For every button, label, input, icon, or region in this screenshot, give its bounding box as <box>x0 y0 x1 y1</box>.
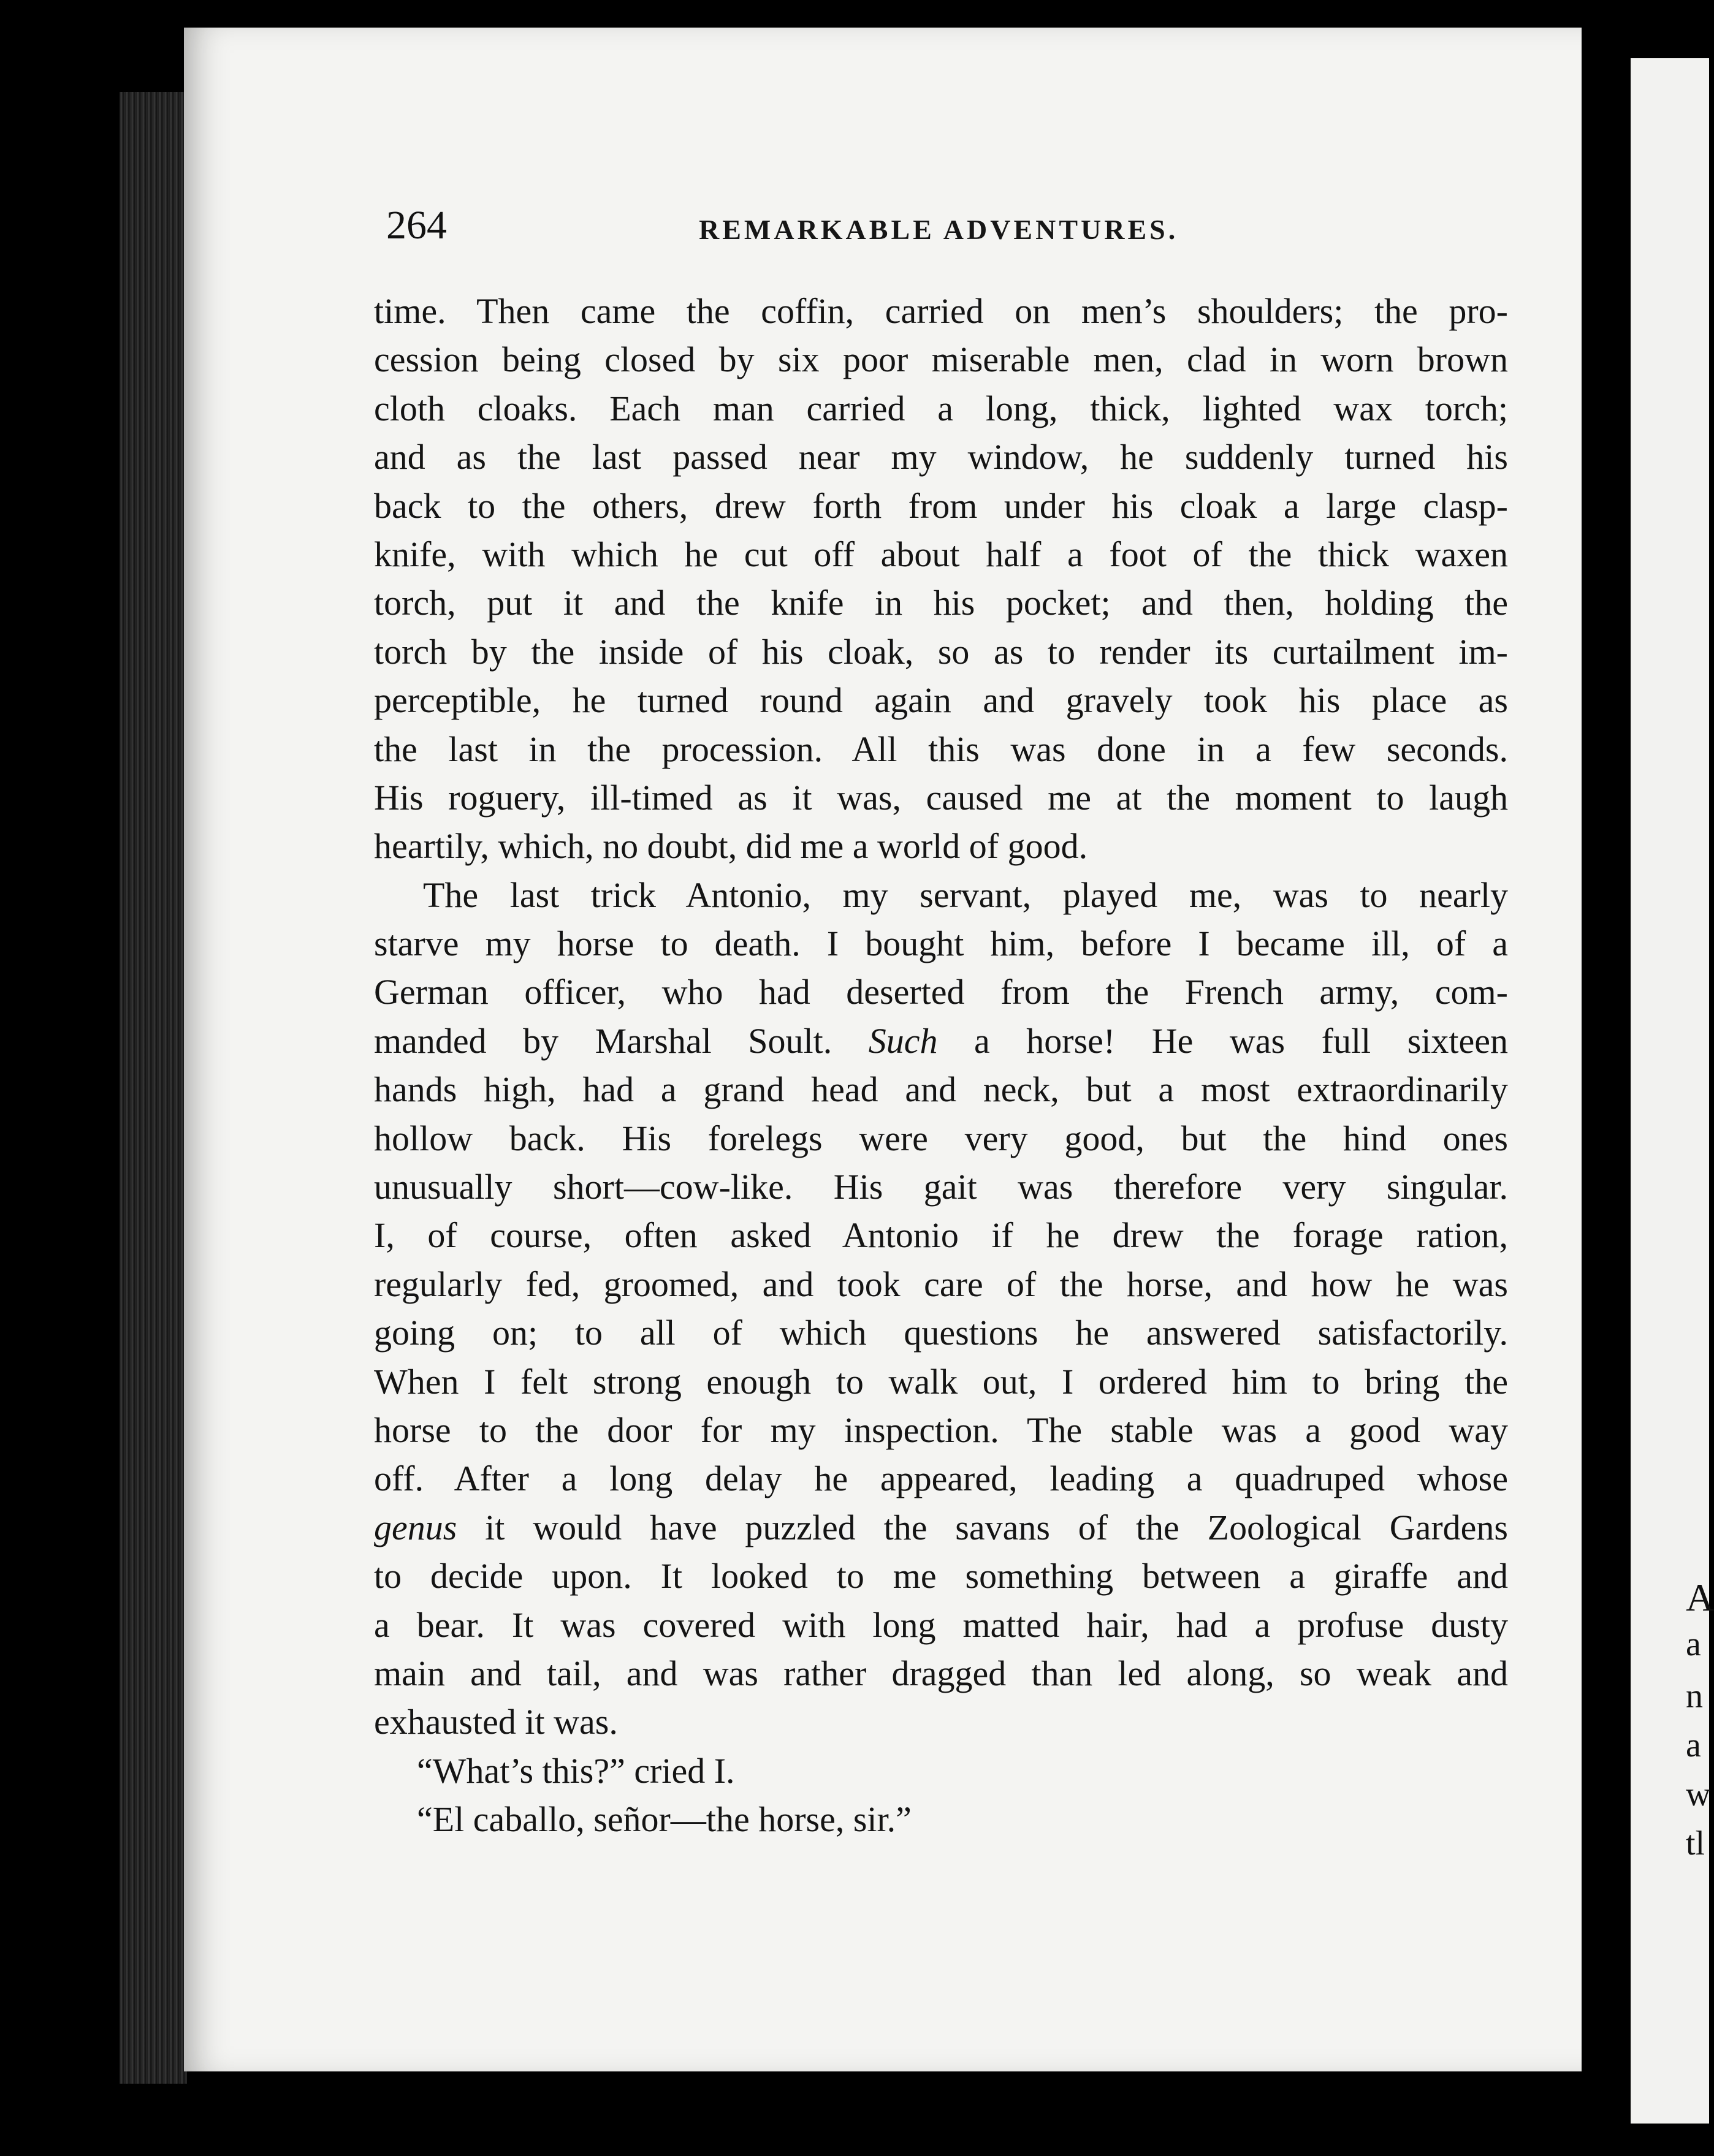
book-leaf-edges <box>120 92 187 2084</box>
text-line: going on; to all of which questions he answered satisfactorily. <box>374 1313 1508 1353</box>
text-run: manded by Marshal Soult. <box>374 1020 869 1061</box>
facing-page-fragment: n <box>1686 1677 1703 1715</box>
facing-page-fragment: A <box>1686 1576 1714 1619</box>
text-line: hands high, had a grand head and neck, but a most extraordinarily <box>374 1069 1508 1110</box>
text-line: starve my horse to death. I bought him, before I became ill, of a <box>374 924 1508 964</box>
text-line: to decide upon. It looked to me something between a giraffe and <box>374 1556 1508 1596</box>
page-header <box>386 202 1508 251</box>
text-line <box>374 1503 1508 1552</box>
text-line: torch, put it and the knife in his pocket; and then, holding the <box>374 583 1508 623</box>
text-line: cloth cloaks. Each man carried a long, thick, lighted wax torch; <box>374 388 1508 428</box>
text-line: perceptible, he turned round again and gravely took his place as <box>374 680 1508 721</box>
page-number: 264 <box>386 203 447 248</box>
text-line: heartily, which, no doubt, did me a world of good. <box>374 826 1088 867</box>
facing-page-edge <box>1631 58 1714 2124</box>
facing-page-fragment: tl <box>1686 1824 1705 1862</box>
text-line: time. Then came the coffin, carried on men’s shoulders; the pro- <box>374 291 1508 331</box>
dialogue-line: “El caballo, señor—the horse, sir.” <box>417 1799 912 1840</box>
text-line: German officer, who had deserted from the French army, com- <box>374 972 1508 1012</box>
dialogue-line: “What’s this?” cried I. <box>417 1750 735 1791</box>
text-line: unusually short—cow-like. His gait was therefore very singular. <box>374 1167 1508 1207</box>
text-line: I, of course, often asked Antonio if he drew the forage ration, <box>374 1215 1508 1256</box>
text-line: knife, with which he cut off about half a foot of the thick waxen <box>374 534 1508 574</box>
italic-text: Such <box>868 1020 938 1061</box>
body-text <box>374 287 1508 1844</box>
text-line: When I felt strong enough to walk out, I ordered him to bring the <box>374 1361 1508 1402</box>
text-line: horse to the door for my inspection. The stable was a good way <box>374 1410 1508 1450</box>
text-line: and as the last passed near my window, he suddenly turned his <box>374 437 1508 477</box>
running-head: REMARKABLE ADVENTURES. <box>699 214 1179 245</box>
text-line: regularly fed, groomed, and took care of the horse, and how he was <box>374 1264 1508 1304</box>
facing-page-fragment: a <box>1686 1625 1701 1663</box>
text-line: the last in the procession. All this was done in a few seconds. <box>374 729 1508 769</box>
text-line: torch by the inside of his cloak, so as to render its curtailment im- <box>374 631 1508 672</box>
text-run: it would have puzzled the savans of the Zoological Gardens <box>457 1507 1508 1547</box>
text-line: back to the others, drew forth from under his cloak a large clasp- <box>374 485 1508 526</box>
text-line: cession being closed by six poor miserable men, clad in worn brown <box>374 340 1508 380</box>
facing-page-fragment: w <box>1686 1775 1711 1813</box>
italic-text: genus <box>374 1507 457 1547</box>
text-line: off. After a long delay he appeared, leading a quadruped whose <box>374 1459 1508 1499</box>
text-line: hollow back. His forelegs were very good, but the hind ones <box>374 1118 1508 1158</box>
text-line: a bear. It was covered with long matted hair, had a profuse dusty <box>374 1604 1508 1645</box>
text-line: exhausted it was. <box>374 1702 618 1742</box>
text-line: His roguery, ill-timed as it was, caused me at the moment to laugh <box>374 777 1508 818</box>
text-line <box>374 1017 1508 1065</box>
text-run: a horse! He was full sixteen <box>937 1020 1508 1061</box>
facing-page-fragment: a <box>1686 1726 1701 1764</box>
text-line: main and tail, and was rather dragged than led along, so weak and <box>374 1653 1508 1693</box>
paragraph-start-line: The last trick Antonio, my servant, played me, was to nearly <box>423 875 1508 915</box>
